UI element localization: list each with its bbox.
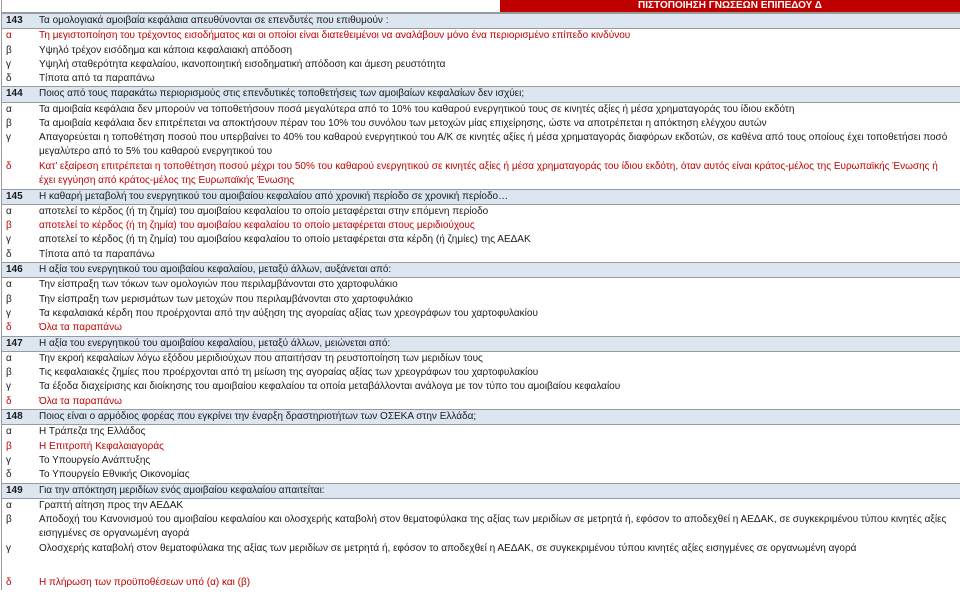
- option-text: Την είσπραξη των τόκων των ομολογιών που περιλαμβάνονται στο χαρτοφυλάκιο: [39, 279, 398, 291]
- answer-option: [2, 248, 960, 262]
- question-text: Η αξία του ενεργητικού του αμοιβαίου κεφαλαίου, μεταξύ άλλων, μειώνεται από:: [39, 337, 391, 349]
- option-label: α: [6, 205, 12, 217]
- option-label: β: [6, 118, 12, 130]
- option-label: γ: [6, 542, 11, 554]
- correct-answer-text: Όλα τα παραπάνω: [39, 322, 122, 334]
- answer-option: [2, 366, 960, 380]
- option-label: β: [6, 44, 12, 56]
- answer-option: [2, 160, 960, 189]
- option-label: β: [6, 514, 12, 526]
- option-label: δ: [6, 248, 12, 260]
- option-label: γ: [6, 307, 11, 319]
- option-label: β: [6, 367, 12, 379]
- option-text: Τα αμοιβαία κεφάλαια δεν μπορούν να τοποθετήσουν ποσά μεγαλύτερα από το 10% του καθαρού ενεργητικού τους σε κινητές αξίες ή μέσα χρηματαγοράς του ίδιου εκδότη: [39, 103, 795, 115]
- question-row: [2, 483, 960, 499]
- option-label: δ: [6, 469, 12, 481]
- correct-answer-text: αποτελεί το κέρδος (ή τη ζημία) του αμοιβαίου κεφαλαίου το οποίο μεταφέρεται στους μεριδιούχους: [39, 220, 475, 232]
- question-row: [2, 409, 960, 425]
- option-text: Ολοσχερής καταβολή στον θεματοφύλακα της αξίας των μεριδίων σε μετρητά ή, εφόσον το αποδεχθεί η ΑΕΔΑΚ, σε συγκεκριμένου τύπου κινητές αξίες εισηγμένες σε οργανωμένη αγορά: [39, 542, 857, 554]
- option-label: δ: [6, 576, 12, 588]
- answer-option: [2, 468, 960, 482]
- option-label: γ: [6, 234, 11, 246]
- question-sheet: [1, 0, 960, 590]
- question-row: [2, 13, 960, 29]
- question-row: [2, 262, 960, 278]
- question-list: [2, 13, 960, 590]
- option-label: δ: [6, 160, 12, 172]
- question-number: 144: [6, 88, 23, 100]
- option-label: γ: [6, 381, 11, 393]
- option-text: Τα κεφαλαιακά κέρδη που προέρχονται από την αύξηση της αγοραίας αξίας των χρεογράφων του χαρτοφυλακίου: [39, 307, 538, 319]
- answer-option: [2, 103, 960, 117]
- option-text: Την εκροή κεφαλαίων λόγω εξόδου μεριδιούχων που απαιτήσαν τη ρευστοποίηση των μεριδίων τους: [39, 352, 483, 364]
- question-text: Η καθαρή μεταβολή του ενεργητικού του αμοιβαίου κεφαλαίου από χρονική περίοδο σε χρονική περίοδο…: [39, 190, 509, 202]
- option-text: αποτελεί το κέρδος (ή τη ζημία) του αμοιβαίου κεφαλαίου το οποίο μεταφέρεται στην επόμενη περίοδο: [39, 205, 489, 217]
- question-row: [2, 86, 960, 102]
- answer-option: [2, 454, 960, 468]
- question-number: 145: [6, 190, 23, 202]
- correct-answer-text: Όλα τα παραπάνω: [39, 395, 122, 407]
- option-label: α: [6, 499, 12, 511]
- option-text: Την είσπραξη των μερισμάτων των μετοχών που περιλαμβάνονται στο χαρτοφυλάκιο: [39, 293, 413, 305]
- correct-answer-text: Κατ’ εξαίρεση επιτρέπεται η τοποθέτηση ποσού μέχρι του 50% του καθαρού ενεργητικού σε κινητές αξίες ή μέσα χρηματαγοράς του ίδιου εκδότη, όταν αυτός είναι κράτος-μέλος της Ευρωπαϊκής Ένωσης ή έχει εγγύηση από κράτος-μέλος της Ευρωπαϊκής Ένωσης: [39, 160, 938, 186]
- correct-answer-text: Η πλήρωση των προϋποθέσεων υπό (α) και (β): [39, 576, 251, 588]
- option-label: α: [6, 279, 12, 291]
- question-text: Ποιος από τους παρακάτω περιορισμούς στις επενδυτικές τοποθετήσεις των αμοιβαίων κεφαλαίων δεν ισχύει;: [39, 88, 525, 100]
- answer-option: [2, 72, 960, 86]
- option-label: β: [6, 440, 12, 452]
- answer-option: [2, 513, 960, 542]
- answer-option: [2, 205, 960, 219]
- question-text: Η αξία του ενεργητικού του αμοιβαίου κεφαλαίου, μεταξύ άλλων, αυξάνεται από:: [39, 264, 392, 276]
- question-number: 143: [6, 15, 23, 26]
- question-row: [2, 336, 960, 352]
- answer-option: [2, 131, 960, 160]
- option-label: α: [6, 30, 12, 42]
- option-text: Η Τράπεζα της Ελλάδος: [39, 426, 146, 438]
- option-label: δ: [6, 322, 12, 334]
- question-text: Για την απόκτηση μεριδίων ενός αμοιβαίου κεφαλαίου απαιτείται:: [39, 484, 325, 496]
- correct-answer-text: Η Επιτροπή Κεφαλαιαγοράς: [39, 440, 164, 452]
- option-label: α: [6, 352, 12, 364]
- answer-option: [2, 352, 960, 366]
- answer-option: [2, 58, 960, 72]
- answer-option: [2, 29, 960, 43]
- option-text: Τα αμοιβαία κεφάλαια δεν επιτρέπεται να αποκτήσουν πέραν του 10% του συνόλου των μετοχών μίας επιχείρησης, ώστε να αποτρέπεται η απόκτηση ελέγχου αυτών: [39, 118, 767, 130]
- correct-answer-text: Τη μεγιστοποίηση του τρέχοντος εισοδήματος και οι οποίοι είναι διατεθειμένοι να αναλάβουν μόνο ένα περιορισμένο επίπεδο κινδύνου: [39, 30, 631, 42]
- option-text: Το Υπουργείο Εθνικής Οικονομίας: [39, 469, 190, 481]
- option-text: Το Υπουργείο Ανάπτυξης: [39, 454, 151, 466]
- option-label: γ: [6, 58, 11, 70]
- question-number: 149: [6, 484, 23, 496]
- option-text: Απαγορεύεται η τοποθέτηση ποσού που υπερβαίνει το 40% του καθαρού ενεργητικού του Α/Κ σε κινητές αξίες ή μέσα χρηματαγοράς διαφόρων εκδοτών, σε καθένα από τους οποίους έχει τοποθετήσει ποσό μεγαλύτερο από το 5% του καθαρού ενεργητικού του: [39, 132, 948, 158]
- page-title: ΠΙΣΤΟΠΟΙΗΣΗ ΓΝΩΣΕΩΝ ΕΠΙΠΕΔΟΥ Δ: [500, 0, 960, 12]
- option-text: Τίποτα από τα παραπάνω: [39, 248, 155, 260]
- option-label: β: [6, 220, 12, 232]
- answer-option: [2, 425, 960, 439]
- option-text: Τίποτα από τα παραπάνω: [39, 73, 155, 85]
- option-text: Υψηλή σταθερότητα κεφαλαίου, ικανοποιητική εισοδηματική απόδοση και άμεση ρευστότητα: [39, 58, 446, 70]
- answer-option: [2, 542, 960, 576]
- option-label: γ: [6, 132, 11, 144]
- option-label: δ: [6, 73, 12, 85]
- option-text: Γραπτή αίτηση προς την ΑΕΔΑΚ: [39, 499, 184, 511]
- question-text: Τα ομολογιακά αμοιβαία κεφάλαια απευθύνονται σε επενδυτές που επιθυμούν :: [39, 15, 389, 26]
- answer-option: [2, 278, 960, 292]
- answer-option: [2, 499, 960, 513]
- answer-option: [2, 233, 960, 247]
- answer-option: [2, 576, 960, 590]
- answer-option: [2, 44, 960, 58]
- option-text: αποτελεί το κέρδος (ή τη ζημία) του αμοιβαίου κεφαλαίου το οποίο μεταφέρεται στα κέρδη (ή ζημίες) της ΑΕΔΑΚ: [39, 234, 531, 246]
- question-number: 146: [6, 264, 23, 276]
- option-label: α: [6, 103, 12, 115]
- option-text: Τις κεφαλαιακές ζημίες που προέρχονται από τη μείωση της αγοραίας αξίας των χρεογράφων του χαρτοφυλακίου: [39, 367, 539, 379]
- answer-option: [2, 321, 960, 335]
- option-text: Υψηλό τρέχον εισόδημα και κάποια κεφαλαιακή απόδοση: [39, 44, 293, 56]
- question-text: Ποιος είναι ο αρμόδιος φορέας που εγκρίνει την έναρξη δραστηριοτήτων των ΟΣΕΚΑ στην Ελλάδα;: [39, 411, 477, 423]
- question-row: [2, 189, 960, 205]
- answer-option: [2, 293, 960, 307]
- answer-option: [2, 380, 960, 394]
- option-text: Τα έξοδα διαχείρισης και διοίκησης του αμοιβαίου κεφαλαίου τα οποία μεταβάλλονται ανάλογα με τον τύπο του αμοιβαίου κεφαλαίου: [39, 381, 621, 393]
- option-label: β: [6, 293, 12, 305]
- option-label: γ: [6, 454, 11, 466]
- option-text: Αποδοχή του Κανονισμού του αμοιβαίου κεφαλαίου και ολοσχερής καταβολή στον θεματοφύλακα της αξίας των μεριδίων σε μετρητά ή, εφόσον το αποδεχθεί η ΑΕΔΑΚ, σε συγκεκριμένου τύπου κινητές αξίες εισηγμένες σε οργανωμένη αγορά: [39, 514, 947, 540]
- answer-option: [2, 395, 960, 409]
- option-label: δ: [6, 395, 12, 407]
- sheet-header: [2, 0, 960, 13]
- question-number: 147: [6, 337, 23, 349]
- answer-option: [2, 440, 960, 454]
- option-label: α: [6, 426, 12, 438]
- answer-option: [2, 307, 960, 321]
- question-number: 148: [6, 411, 23, 423]
- answer-option: [2, 219, 960, 233]
- answer-option: [2, 117, 960, 131]
